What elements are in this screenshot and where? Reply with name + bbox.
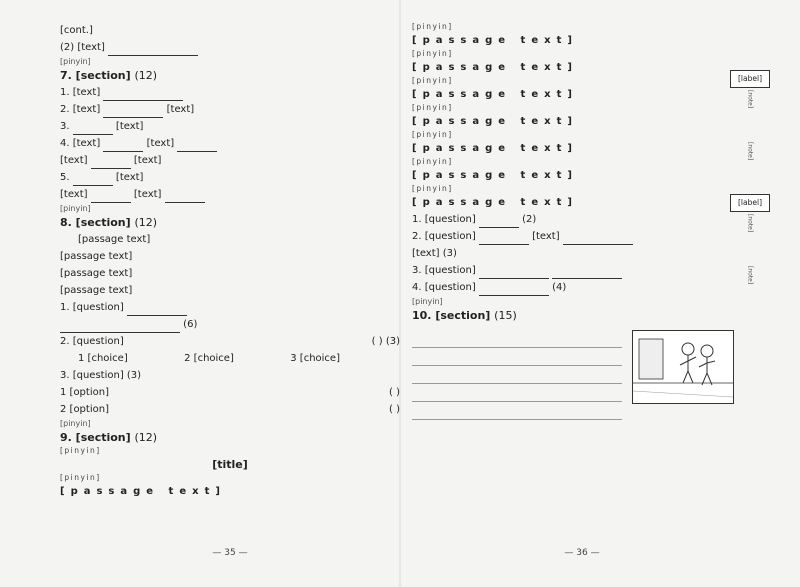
answer-paren[interactable]: ( )	[389, 387, 400, 398]
right_page-text-line	[412, 262, 752, 279]
sidebar-note-1: [note]	[746, 90, 754, 109]
answer-blank[interactable]	[60, 320, 180, 333]
left_page-text-line	[60, 101, 400, 118]
left_page-text-line	[60, 118, 400, 135]
right_page-pinyin-line	[412, 49, 752, 59]
writing-line[interactable]	[412, 402, 622, 420]
line-text-after: (2)	[518, 214, 537, 225]
picture-illustration	[632, 330, 734, 404]
line-text-after: (4)	[548, 282, 567, 293]
line-text: [text] (3)	[412, 248, 457, 259]
answer-blank[interactable]	[103, 105, 163, 118]
left_page-text-line	[60, 265, 400, 282]
right_page-text-line	[412, 211, 752, 228]
line-text: [passage text]	[60, 251, 133, 262]
left_page-text-line	[60, 135, 400, 152]
section-score: (12)	[134, 431, 158, 444]
left_page-text-line	[60, 401, 400, 418]
choice-option[interactable]: 2 [choice]	[184, 353, 234, 364]
left_page-choice-row	[60, 350, 400, 367]
line-text: [pinyin]	[412, 22, 453, 31]
answer-blank[interactable]	[177, 139, 217, 152]
left_page-text-line	[60, 316, 400, 333]
line-text-after: [text]	[130, 155, 162, 166]
right_page-passage-line	[412, 140, 752, 157]
line-text: [passage text]	[412, 89, 578, 100]
line-text: [pinyin]	[412, 157, 453, 166]
line-text-after: [text]	[163, 104, 195, 115]
line-text: 1. [text]	[60, 87, 104, 98]
answer-blank[interactable]	[165, 190, 205, 203]
right_page-text-line	[412, 279, 752, 296]
line-text-after: [text]	[112, 121, 144, 132]
answer-blank[interactable]	[479, 266, 549, 279]
line-text: [pinyin]	[60, 473, 101, 482]
line-text: 4. [text]	[60, 138, 104, 149]
line-text: 10. [section]	[412, 309, 495, 322]
sidebar-note-4: [note]	[746, 266, 754, 285]
line-text: 1 [option]	[60, 387, 109, 398]
right_page-pinyin-line	[412, 157, 752, 167]
line-text: 4. [question]	[412, 282, 479, 293]
line-text: 2 [option]	[60, 404, 109, 415]
left_page-text-line	[60, 367, 400, 384]
left-page-number: — 35 —	[212, 548, 248, 558]
line-text: [passage text]	[60, 285, 133, 296]
line-text: (2) [text]	[60, 42, 109, 53]
right_page-text-line	[412, 228, 752, 245]
left_page-pinyin-line	[60, 473, 400, 483]
left_page-section-heading	[60, 67, 400, 84]
answer-blank[interactable]	[479, 232, 529, 245]
right_page-pinyin-line	[412, 76, 752, 86]
sidebar-box-mid: [label]	[730, 194, 770, 212]
sidebar-note-3: [note]	[746, 214, 754, 233]
choice-option[interactable]: 1 [choice]	[78, 353, 128, 364]
line-text-after: [text]	[528, 231, 563, 242]
line-text: [passage text]	[60, 486, 226, 497]
line-text: [text]	[60, 155, 91, 166]
answer-blank[interactable]	[479, 215, 519, 228]
section-score: (12)	[134, 69, 158, 82]
sidebar	[730, 70, 770, 510]
left_page-passage-line	[60, 483, 400, 500]
writing-line[interactable]	[412, 366, 622, 384]
right_page-passage-line	[412, 113, 752, 130]
left_page-section-heading	[60, 214, 400, 231]
line-text: 9. [section]	[60, 431, 135, 444]
line-text: [passage text]	[412, 143, 578, 154]
line-text: [passage text]	[412, 170, 578, 181]
line-text: [pinyin]	[60, 419, 91, 428]
line-text: [pinyin]	[412, 184, 453, 193]
answer-blank[interactable]	[552, 266, 622, 279]
line-text: 7. [section]	[60, 69, 135, 82]
right_page-pinyin-line	[412, 184, 752, 194]
line-text: 2. [text]	[60, 104, 104, 115]
line-text: [passage text]	[412, 197, 578, 208]
line-text: 2. [question]	[60, 336, 124, 347]
line-text: [pinyin]	[412, 297, 443, 306]
right_page-pinyin-line	[412, 130, 752, 140]
line-text-after: (6)	[180, 319, 198, 330]
right_page-section-heading	[412, 307, 752, 324]
left_page-pinyin-line	[60, 203, 400, 214]
left_page-text-line	[60, 152, 400, 169]
answer-blank[interactable]	[91, 190, 131, 203]
line-text: 2. [question]	[412, 231, 479, 242]
left-page-content	[60, 22, 400, 500]
left_page-text-line	[60, 22, 400, 39]
line-text: [pinyin]	[412, 49, 453, 58]
answer-blank[interactable]	[103, 139, 143, 152]
line-text: 5.	[60, 172, 73, 183]
line-text: 1. [question]	[60, 302, 127, 313]
answer-blank[interactable]	[73, 122, 113, 135]
right_page-passage-line	[412, 59, 752, 76]
writing-area	[412, 330, 752, 420]
answer-blank[interactable]	[108, 43, 198, 56]
right_page-passage-line	[412, 86, 752, 103]
answer-paren[interactable]: ( )	[389, 404, 400, 415]
choice-option[interactable]: 3 [choice]	[290, 353, 340, 364]
left_page-text-line	[60, 39, 400, 56]
line-text: [cont.]	[60, 25, 93, 36]
line-text: [title]	[212, 458, 248, 471]
left_page-pinyin-line	[60, 446, 400, 456]
line-text: [passage text]	[412, 35, 578, 46]
right-page-number: — 36 —	[564, 548, 600, 558]
section-score: (12)	[134, 216, 158, 229]
left_page-text-line	[60, 186, 400, 203]
line-text: [pinyin]	[60, 204, 91, 213]
line-text-after: [text]	[112, 172, 144, 183]
section-score: (15)	[494, 309, 517, 322]
line-text: [pinyin]	[412, 130, 453, 139]
right-page-content	[412, 22, 752, 324]
right_page-pinyin-line	[412, 296, 752, 307]
left_page-pinyin-line	[60, 418, 400, 429]
answer-blank[interactable]	[127, 303, 187, 316]
left_page-passage-title	[60, 456, 400, 473]
line-text: [pinyin]	[412, 103, 453, 112]
right_page-passage-line	[412, 167, 752, 184]
answer-blank[interactable]	[91, 156, 131, 169]
line-text: 3. [question]	[412, 265, 479, 276]
right_page-passage-line	[412, 32, 752, 49]
line-text-after: [text]	[130, 189, 165, 200]
right_page-text-line	[412, 245, 752, 262]
sidebar-box-top: [label]	[730, 70, 770, 88]
left_page-text-line	[60, 84, 400, 101]
left_page-text-line	[60, 299, 400, 316]
line-text: [passage text]	[412, 62, 578, 73]
sidebar-note-2: [note]	[746, 142, 754, 161]
children-at-tap-illustration	[633, 331, 733, 403]
left_page-text-line	[60, 169, 400, 186]
line-text: [passage text]	[60, 268, 133, 279]
line-text: 8. [section]	[60, 216, 135, 229]
left_page-pinyin-line	[60, 56, 400, 67]
answer-paren[interactable]: ( ) (3)	[371, 336, 400, 347]
right_page-pinyin-line	[412, 22, 752, 32]
line-text: 3.	[60, 121, 73, 132]
line-text: [text]	[60, 189, 91, 200]
line-text-after: [text]	[143, 138, 178, 149]
right-page	[412, 22, 752, 562]
line-text: [pinyin]	[412, 76, 453, 85]
answer-blank[interactable]	[479, 283, 549, 296]
answer-blank[interactable]	[563, 232, 633, 245]
left_page-text-line	[60, 231, 400, 248]
answer-blank[interactable]	[103, 88, 183, 101]
line-text: [pinyin]	[60, 57, 91, 66]
left_page-text-line	[60, 248, 400, 265]
writing-line[interactable]	[412, 384, 622, 402]
left_page-text-line	[60, 333, 400, 350]
writing-line[interactable]	[412, 330, 622, 348]
right_page-passage-line	[412, 194, 752, 211]
left_page-section-heading	[60, 429, 400, 446]
writing-line[interactable]	[412, 348, 622, 366]
line-text: [passage text]	[412, 116, 578, 127]
left-page	[60, 22, 400, 562]
line-text: 3. [question] (3)	[60, 370, 142, 381]
left_page-text-line	[60, 282, 400, 299]
line-text: [passage text]	[78, 234, 151, 245]
answer-blank[interactable]	[73, 173, 113, 186]
left_page-text-line	[60, 384, 400, 401]
line-text: 1. [question]	[412, 214, 479, 225]
right_page-pinyin-line	[412, 103, 752, 113]
line-text: [pinyin]	[60, 446, 101, 455]
